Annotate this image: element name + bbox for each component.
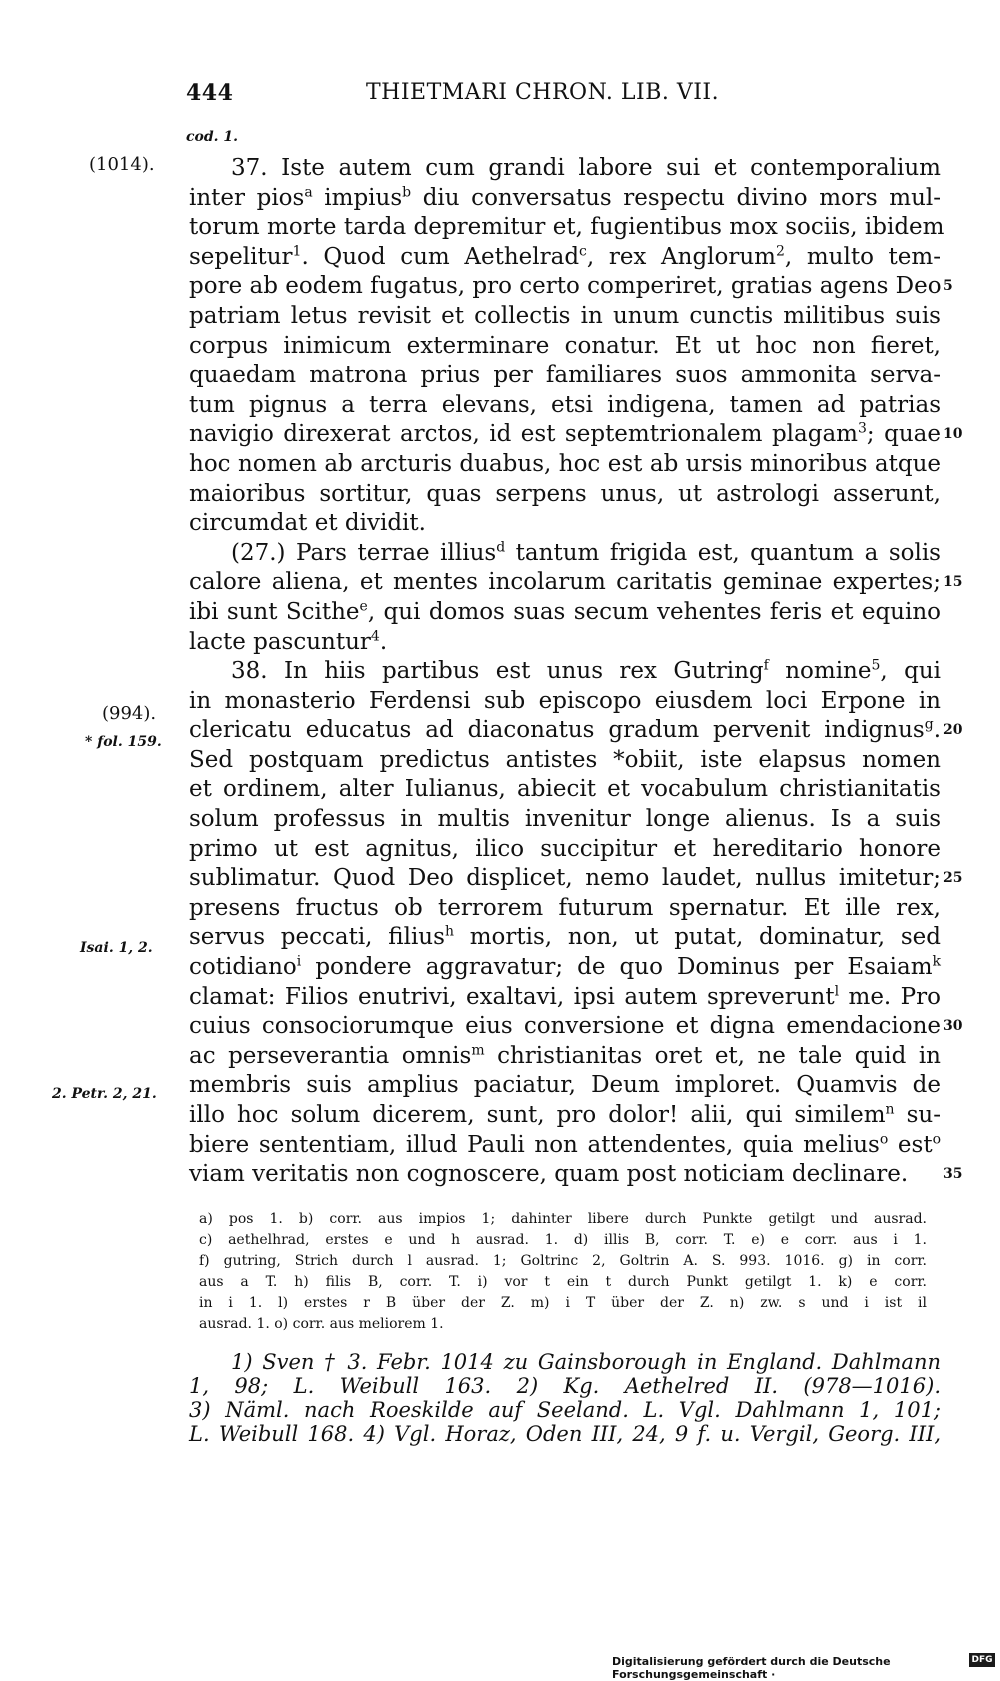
text-line: sepelitur$^1$. Quod cum Aethelrad$^c$, rex Anglorum$^2$, multo tem- xyxy=(189,243,941,270)
text-line: viam veritatis non cognoscere, quam post noticiam declinare. 35 xyxy=(189,1160,941,1190)
footnotes xyxy=(189,1350,941,1446)
footnote-line: 1, 98; L. Weibull 163. 2) Kg. Aethelred II. (978—1016). xyxy=(189,1374,941,1398)
margin-year-1014: (1014). xyxy=(89,154,155,175)
text-line: calore aliena, et mentes incolarum caritatis geminae expertes; 15 xyxy=(189,568,941,598)
line-number: 30 xyxy=(943,1018,963,1035)
apparatus-line: ausrad. 1. o) corr. aus meliorem 1. xyxy=(199,1316,444,1332)
text-line: clamat: Filios enutrivi, exaltavi, ipsi autem spreverunt$^l$ me. Pro xyxy=(189,982,941,1010)
text-line: biere sententiam, illud Pauli non attendentes, quia melius$^o$ est$^o$ xyxy=(189,1130,941,1158)
footnote-line: L. Weibull 168. 4) Vgl. Horaz, Oden III, 24, 9 f. u. Vergil, Georg. III, xyxy=(189,1422,941,1446)
footnote-line: 1) Sven † 3. Febr. 1014 zu Gainsborough in England. Dahlmann xyxy=(231,1350,941,1374)
text-line: cuius consociorumque eius conversione et digna emendacione 30 xyxy=(189,1012,941,1042)
line-number: 5 xyxy=(943,278,953,295)
line-number: 15 xyxy=(943,574,963,591)
text-line: tum pignus a terra elevans, etsi indigena, tamen ad patrias xyxy=(189,391,941,418)
apparatus-line: f) gutring, Strich durch l ausrad. 1; Goltrinc 2, Goltrin A. S. 993. 1016. g) in corr. xyxy=(199,1253,927,1269)
text-line: primo ut est agnitus, ilico succipitur et hereditario honore xyxy=(189,835,941,862)
line-number: 25 xyxy=(943,870,963,887)
margin-isai: Isai. 1, 2. xyxy=(80,940,153,956)
dfg-logo: DFG xyxy=(969,1653,995,1667)
line-number: 35 xyxy=(943,1166,963,1183)
margin-petr: 2. Petr. 2, 21. xyxy=(52,1086,157,1102)
line-number: 10 xyxy=(943,426,963,443)
text-line: in monasterio Ferdensi sub episcopo eiusdem loci Erpone in xyxy=(189,687,941,714)
text-line: ibi sunt Scithe$^e$, qui domos suas secum vehentes feris et equino xyxy=(189,598,941,625)
text-line: cotidiano$^i$ pondere aggravatur; de quo Dominus per Esaiam$^k$ xyxy=(189,953,941,981)
text-line: (27.) Pars terrae illius$^d$ tantum frigida est, quantum a solis xyxy=(231,539,941,566)
footnote-line: 3) Näml. nach Roeskilde auf Seeland. L. Vgl. Dahlmann 1, 101; xyxy=(189,1398,941,1422)
text-line: illo hoc solum dicerem, sunt, pro dolor! alii, qui similem$^n$ su- xyxy=(189,1101,942,1128)
text-line: ac perseverantia omnis$^m$ christianitas oret et, ne tale quid in xyxy=(189,1042,941,1069)
text-line: pore ab eodem fugatus, pro certo comperiret, gratias agens Deo 5 xyxy=(189,272,941,302)
apparatus-line: in i 1. l) erstes r B über der Z. m) i T über der Z. n) zw. s und i ist il xyxy=(199,1295,927,1311)
page-header xyxy=(186,80,760,114)
text-line: solum professus in multis invenitur longe alienus. Is a suis xyxy=(189,806,941,833)
digitization-credit: Digitalisierung gefördert durch die Deutsche Forschungsgemeinschaft · xyxy=(612,1655,891,1681)
text-line: inter pios$^a$ impius$^b$ diu conversatus respectu divino mors mul- xyxy=(189,183,942,211)
margin-year-994: (994). xyxy=(102,703,157,724)
main-text xyxy=(189,154,963,1190)
text-line: patriam letus revisit et collectis in unum cunctis militibus suis xyxy=(189,302,941,329)
text-line: circumdat et dividit. xyxy=(189,510,426,537)
text-line: navigio direxerat arctos, id est septemtrionalem plagam$^3$; quae 10 xyxy=(189,420,941,450)
text-line: clericatu educatus ad diaconatus gradum pervenit indignus$^g$. 20 xyxy=(189,716,941,746)
text-line: 38. In hiis partibus est unus rex Gutring$^f$ nomine$^5$, qui xyxy=(231,657,941,685)
text-line: corpus inimicum exterminare conatur. Et ut hoc non fieret, xyxy=(189,332,941,359)
text-line: 37. Iste autem cum grandi labore sui et contemporalium xyxy=(231,155,941,181)
text-line: et ordinem, alter Iulianus, abiecit et vocabulum christianitatis xyxy=(189,776,941,803)
critical-apparatus xyxy=(199,1209,927,1335)
text-line: lacte pascuntur$^4$. xyxy=(189,627,388,655)
cod-line: cod. 1. xyxy=(186,129,239,145)
margin-fol: * fol. 159. xyxy=(85,734,162,750)
text-line: servus peccati, filius$^h$ mortis, non, ut putat, dominatur, sed xyxy=(189,923,942,951)
text-line: presens fructus ob terrorem futurum spernatur. Et ille rex, xyxy=(189,894,941,921)
text-line: quaedam matrona prius per familiares suos ammonita serva- xyxy=(189,362,941,389)
text-line: Sed postquam predictus antistes *obiit, iste elapsus nomen xyxy=(189,746,941,773)
text-line: maioribus sortitur, quas serpens unus, ut astrologi asserunt, xyxy=(189,480,941,507)
apparatus-line: c) aethelhrad, erstes e und h ausrad. 1. d) illis B, corr. T. e) e corr. aus i 1. xyxy=(199,1232,927,1248)
running-title: THIETMARI CHRON. LIB. VII. xyxy=(366,80,720,105)
text-line: sublimatur. Quod Deo displicet, nemo laudet, nullus imitetur; 25 xyxy=(189,864,941,894)
text-line: hoc nomen ab arcturis duabus, hoc est ab ursis minoribus atque xyxy=(189,450,941,477)
page-number: 444 xyxy=(186,80,234,106)
apparatus-line: aus a T. h) filis B, corr. T. i) vor t ein t durch Punkt getilgt 1. k) e corr. xyxy=(199,1274,927,1290)
apparatus-line: a) pos 1. b) corr. aus impios 1; dahinter libere durch Punkte getilgt und ausrad. xyxy=(199,1211,927,1227)
line-number: 20 xyxy=(943,722,963,739)
text-line: torum morte tarda depremitur et, fugientibus mox sociis, ibidem xyxy=(189,214,945,241)
text-line: membris suis amplius paciatur, Deum imploret. Quamvis de xyxy=(189,1072,941,1099)
